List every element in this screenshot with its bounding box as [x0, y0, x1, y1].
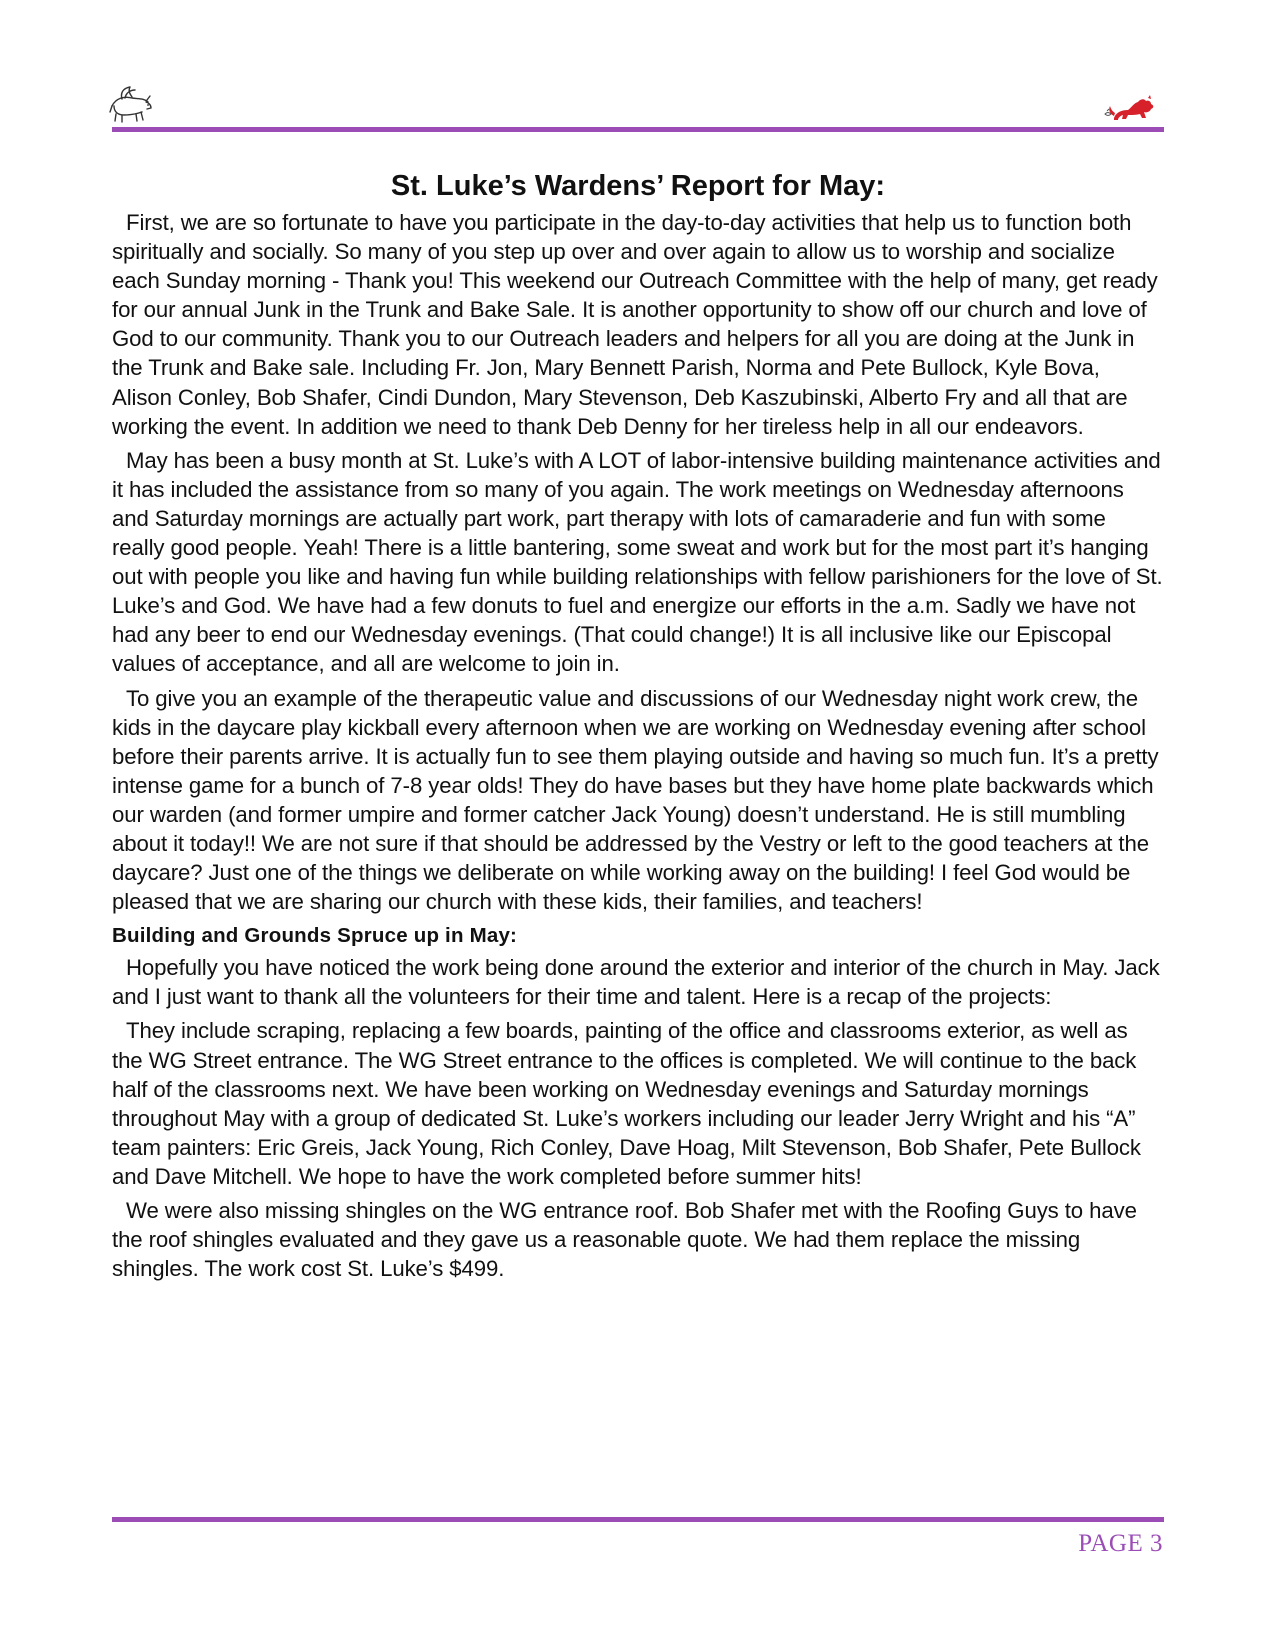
paragraph-1: First, we are so fortunate to have you participate in the day-to-day activities that help us to function both spiritually and socially. So many of you step up over and over again to allow us to worship and socialize each Sunday morning - Thank you! This weekend our Outreach Committee with the help of many, get ready for our annual Junk in the Trunk and Bake Sale. It is another opportunity to show off our church and love of God to our community. Thank you to our Outreach leaders and helpers for all you are doing at the Junk in the Trunk and Bake sale. Including Fr. Jon, Mary Bennett Parish, Norma and Pete Bullock, Kyle Bova, Alison Conley, Bob Shafer, Cindi Dundon, Mary Stevenson, Deb Kaszubinski, Alberto Fry and all that are working the event. In addition we need to thank Deb Denny for her tireless help in all our endeavors. [112, 210, 1158, 439]
paragraph-4: Hopefully you have noticed the work being done around the exterior and interior of the church in May. Jack and I just want to thank all the volunteers for their time and talent. Here is a recap of the projects: [112, 955, 1160, 1010]
bottom-divider [112, 1517, 1164, 1522]
page-number: PAGE 3 [1078, 1530, 1163, 1557]
red-lion-icon [1104, 94, 1162, 124]
section-heading: Building and Grounds Spruce up in May: [112, 924, 518, 948]
paragraph-6: We were also missing shingles on the WG entrance roof. Bob Shafer met with the Roofing Guys to have the roof shingles evaluated and they gave us a reasonable quote. We had them replace the missing shingles. The work cost St. Luke’s $499. [112, 1198, 1137, 1282]
winged-ox-icon [108, 84, 154, 124]
article [112, 168, 1164, 1288]
article-title: St. Luke’s Wardens’ Report for May: [390, 170, 886, 202]
paragraph-2: May has been a busy month at St. Luke’s with A LOT of labor-intensive building maintenance activities and it has included the assistance from so many of you again. The work meetings on Wednesday afternoons and Saturday mornings are actually part work, part therapy with lots of camaraderie and fun with some really good people. Yeah! There is a little bantering, some sweat and work but for the most part it’s hanging out with people you like and having fun while building relationships with fellow parishioners for the love of St. Luke’s and God. We have had a few donuts to fuel and energize our efforts in the a.m. Sadly we have not had any beer to end our Wednesday evenings. (That could change!) It is all inclusive like our Episcopal values of acceptance, and all are welcome to join in. [112, 447, 1163, 677]
paragraph-3: To give you an example of the therapeutic value and discussions of our Wednesday night work crew, the kids in the daycare play kickball every afternoon when we are working on Wednesday evening after school before their parents arrive. It is actually fun to see them playing outside and having so much fun. It’s a pretty intense game for a bunch of 7-8 year olds! They do have bases but they have home plate backwards which our warden (and former umpire and former catcher Jack Young) doesn’t understand. He is still mumbling about it today!! We are not sure if that should be addressed by the Vestry or left to the good teachers at the daycare? Just one of the things we deliberate on while working away on the building! I feel God would be pleased that we are sharing our church with these kids, their families, and teachers! [112, 685, 1159, 915]
paragraph-5: They include scraping, replacing a few boards, painting of the office and classrooms exterior, as well as the WG Street entrance. The WG Street entrance to the offices is completed. We will continue to the back half of the classrooms next. We have been working on Wednesday evenings and Saturday mornings throughout May with a group of dedicated St. Luke’s workers including our leader Jerry Wright and his “A” team painters: Eric Greis, Jack Young, Rich Conley, Dave Hoag, Milt Stevenson, Bob Shafer, Pete Bullock and Dave Mitchell. We hope to have the work completed before summer hits! [112, 1018, 1141, 1189]
top-divider [112, 127, 1164, 132]
